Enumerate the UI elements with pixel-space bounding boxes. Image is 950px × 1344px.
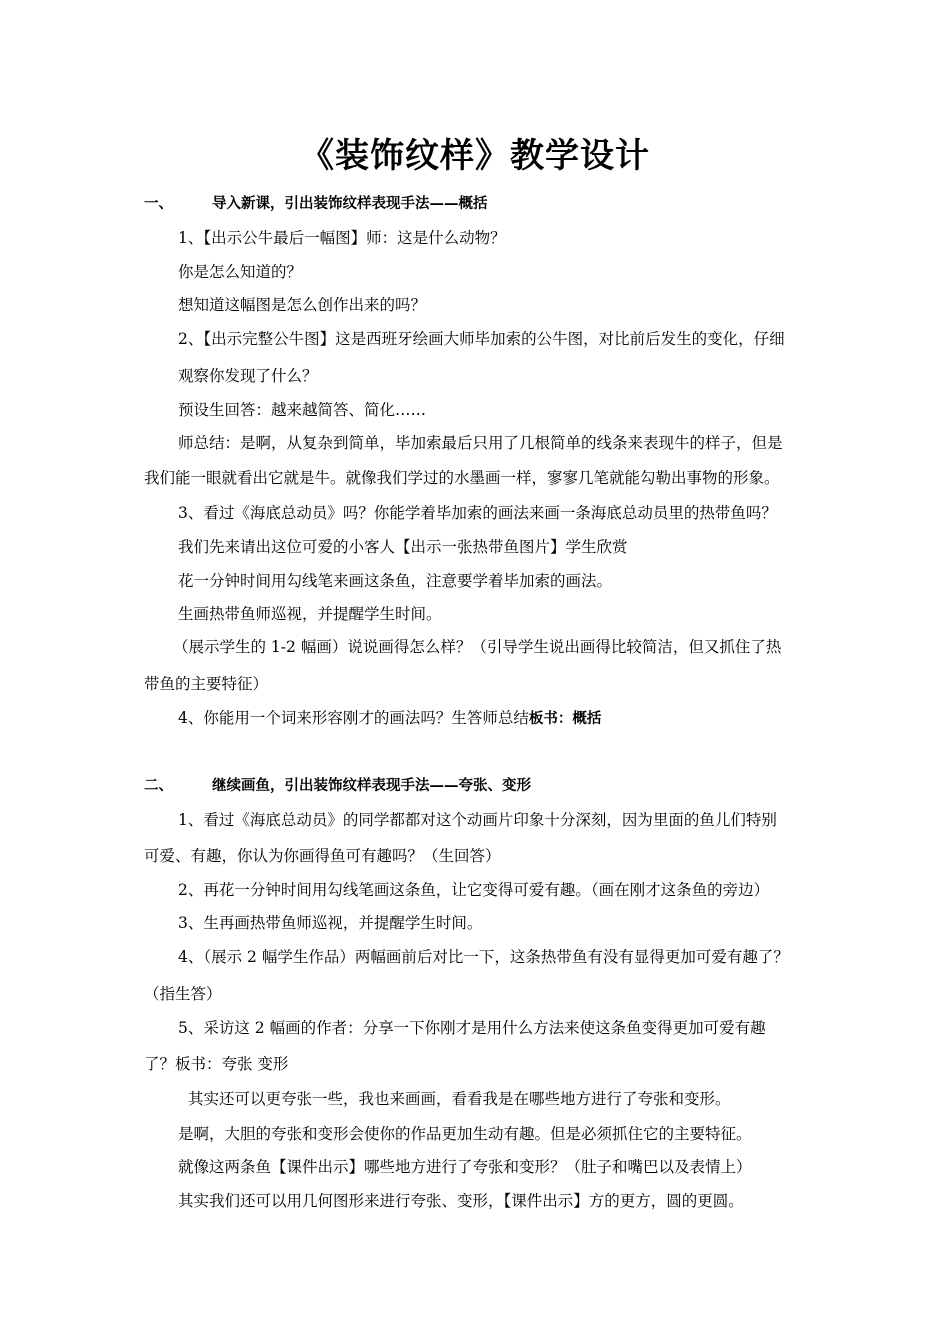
- paragraph-line: [178, 708, 601, 729]
- paragraph-text: 4、你能用一个词来形容刚才的画法吗？生答师总结: [178, 709, 529, 727]
- paragraph-line: 花一分钟时间用勾线笔来画这条鱼，注意要学着毕加索的画法。: [178, 572, 613, 590]
- paragraph-line: 1、【出示公牛最后一幅图】师：这是什么动物？: [178, 229, 506, 247]
- section-heading-text: 导入新课，引出装饰纹样表现手法——概括: [212, 196, 488, 212]
- paragraph-line: 其实我们还可以用几何图形来进行夸张、变形，【课件出示】方的更方，圆的更圆。: [178, 1192, 744, 1210]
- paragraph-line: 3、生再画热带鱼师巡视，并提醒学生时间。: [178, 914, 483, 932]
- paragraph-line: 带鱼的主要特征）: [144, 675, 269, 693]
- paragraph-line: 4、（展示 2 幅学生作品）两幅画前后对比一下，这条热带鱼有没有显得更加可爱有趣了？: [178, 948, 789, 966]
- section-heading-2: [144, 776, 531, 796]
- paragraph-line: 5、采访这 2 幅画的作者：分享一下你刚才是用什么方法来使这条鱼变得更加可爱有趣: [178, 1019, 766, 1037]
- paragraph-line: 2、【出示完整公牛图】这是西班牙绘画大师毕加索的公牛图，对比前后发生的变化，仔细: [178, 330, 785, 348]
- paragraph-line: 了？板书：夸张 变形: [144, 1055, 289, 1073]
- paragraph-line: 生画热带鱼师巡视，并提醒学生时间。: [178, 605, 442, 623]
- paragraph-line: 2、再花一分钟时间用勾线笔画这条鱼，让它变得可爱有趣。（画在刚才这条鱼的旁边）: [178, 881, 770, 899]
- paragraph-line: 3、看过《海底总动员》吗？你能学着毕加索的画法来画一条海底总动员里的热带鱼吗？: [178, 504, 777, 522]
- paragraph-line: 师总结：是啊，从复杂到简单，毕加索最后只用了几根简单的线条来表现牛的样子，但是: [178, 434, 783, 452]
- paragraph-line: 其实还可以更夸张一些，我也来画画，看看我是在哪些地方进行了夸张和变形。: [188, 1090, 731, 1108]
- section-heading-1: [144, 194, 488, 214]
- board-note: 板书：概括: [528, 711, 602, 727]
- paragraph-line: 观察你发现了什么？: [178, 367, 318, 385]
- section-number: 二、: [144, 778, 173, 794]
- paragraph-line: （指生答）: [144, 985, 222, 1003]
- paragraph-line: 你是怎么知道的？: [178, 263, 303, 281]
- section-number: 一、: [144, 196, 173, 212]
- paragraph-line: 预设生回答：越来越简答、简化……: [178, 401, 427, 419]
- paragraph-line: 是啊，大胆的夸张和变形会使你的作品更加生动有趣。但是必须抓住它的主要特征。: [178, 1125, 752, 1143]
- section-heading-text: 继续画鱼，引出装饰纹样表现手法——夸张、变形: [212, 778, 531, 794]
- page-title: 《装饰纹样》教学设计: [300, 136, 650, 176]
- paragraph-line: 就像这两条鱼【课件出示】哪些地方进行了夸张和变形？（肚子和嘴巴以及表情上）: [178, 1158, 752, 1176]
- paragraph-line: 我们能一眼就看出它就是牛。就像我们学过的水墨画一样，寥寥几笔就能勾勒出事物的形象。: [144, 469, 780, 487]
- paragraph-line: 想知道这幅图是怎么创作出来的吗？: [178, 296, 427, 314]
- paragraph-line: 我们先来请出这位可爱的小客人【出示一张热带鱼图片】学生欣赏: [178, 538, 628, 556]
- paragraph-line: 可爱、有趣，你认为你画得鱼可有趣吗？（生回答）: [144, 847, 501, 865]
- paragraph-line: （展示学生的 1-2 幅画）说说画得怎么样？（引导学生说出画得比较简洁，但又抓住了热: [173, 638, 782, 656]
- paragraph-line: 1、看过《海底总动员》的同学都都对这个动画片印象十分深刻，因为里面的鱼儿们特别: [178, 811, 777, 829]
